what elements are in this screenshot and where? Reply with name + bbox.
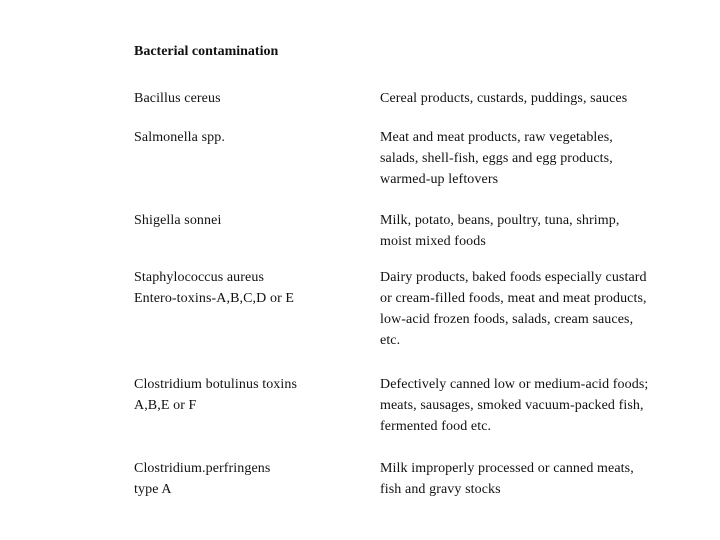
organism-cell bbox=[134, 267, 364, 309]
page-title: Bacterial contamination bbox=[134, 44, 279, 59]
organism-line: Entero-toxins-A,B,C,D or E bbox=[134, 291, 295, 306]
foods-line: Dairy products, baked foods especially custard bbox=[380, 270, 647, 285]
organism-line: Salmonella spp. bbox=[134, 130, 225, 145]
foods-line: Defectively canned low or medium-acid foods; bbox=[380, 377, 649, 392]
organism-line: Bacillus cereus bbox=[134, 91, 221, 106]
foods-line: etc. bbox=[380, 333, 401, 348]
foods-line: low-acid frozen foods, salads, cream sauces, bbox=[380, 312, 634, 327]
foods-cell bbox=[380, 458, 690, 500]
foods-line: or cream-filled foods, meat and meat products, bbox=[380, 291, 647, 306]
foods-cell bbox=[380, 127, 690, 190]
organism-cell bbox=[134, 210, 364, 231]
foods-line: Cereal products, custards, puddings, sauces bbox=[380, 91, 628, 106]
organism-cell bbox=[134, 458, 364, 500]
organism-line: Shigella sonnei bbox=[134, 213, 222, 228]
organism-line: A,B,E or F bbox=[134, 398, 197, 413]
foods-line: fermented food etc. bbox=[380, 419, 492, 434]
foods-line: Milk, potato, beans, poultry, tuna, shrimp, bbox=[380, 213, 620, 228]
organism-line: type A bbox=[134, 482, 172, 497]
foods-line: salads, shell-fish, eggs and egg products, bbox=[380, 151, 613, 166]
foods-cell bbox=[380, 88, 690, 109]
organism-line: Clostridium botulinus toxins bbox=[134, 377, 298, 392]
foods-line: Meat and meat products, raw vegetables, bbox=[380, 130, 613, 145]
foods-line: Milk improperly processed or canned meats, bbox=[380, 461, 634, 476]
foods-cell bbox=[380, 210, 690, 252]
organism-cell bbox=[134, 88, 364, 109]
foods-cell bbox=[380, 374, 690, 437]
foods-line: meats, sausages, smoked vacuum-packed fish, bbox=[380, 398, 644, 413]
foods-line: fish and gravy stocks bbox=[380, 482, 501, 497]
organism-cell bbox=[134, 127, 364, 148]
foods-line: warmed-up leftovers bbox=[380, 172, 499, 187]
organism-cell bbox=[134, 374, 364, 416]
organism-line: Clostridium.perfringens bbox=[134, 461, 271, 476]
foods-cell bbox=[380, 267, 690, 351]
foods-line: moist mixed foods bbox=[380, 234, 486, 249]
organism-line: Staphylococcus aureus bbox=[134, 270, 265, 285]
